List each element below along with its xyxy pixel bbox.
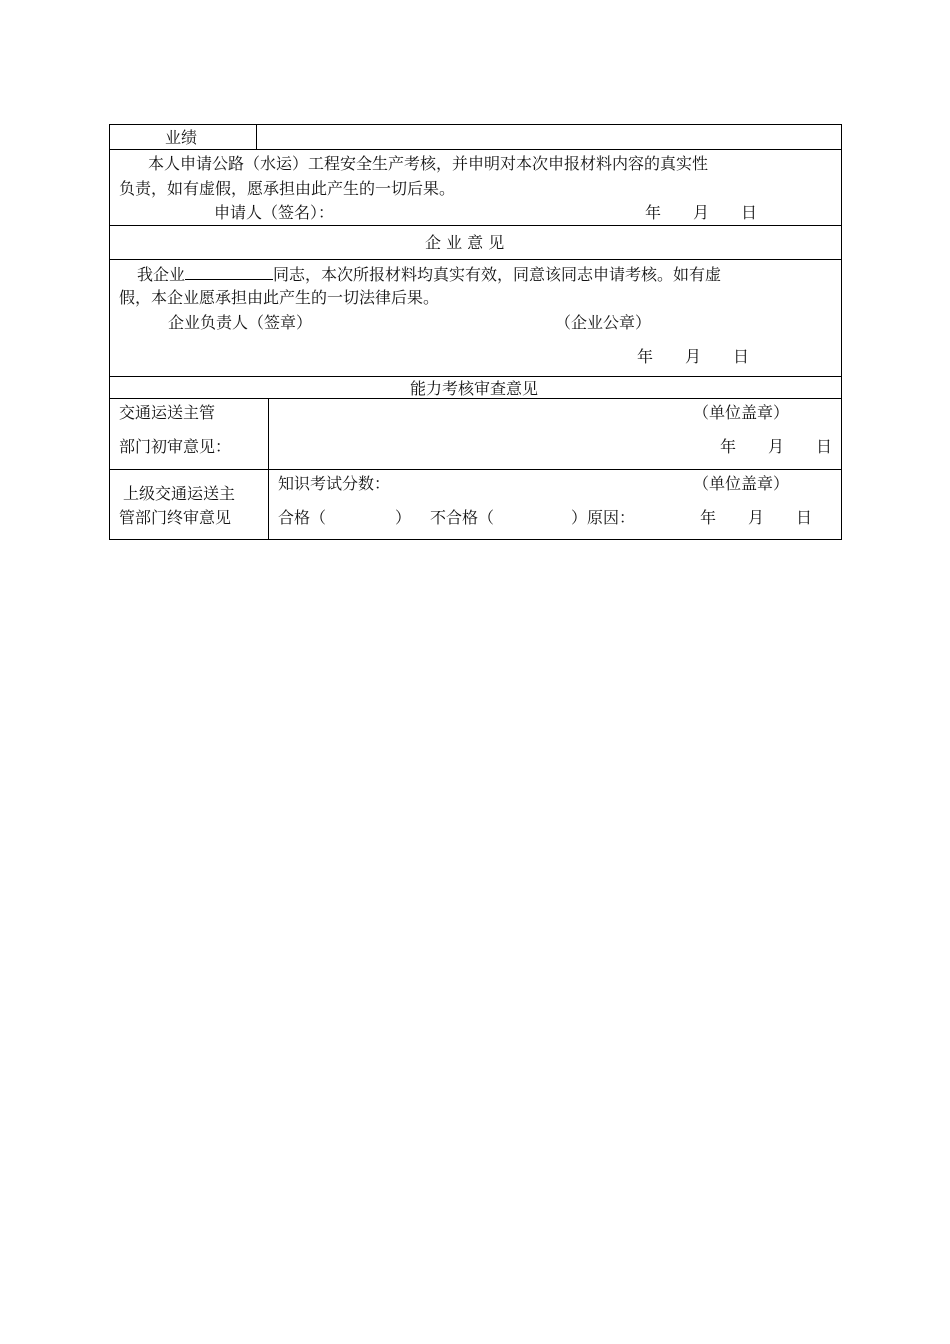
- review-section-title: 能力考核审查意见: [410, 379, 539, 398]
- fail-label: 不合格（: [430, 508, 495, 527]
- initial-review-seal: （单位盖章）: [693, 403, 790, 422]
- initial-review-day: 日: [816, 437, 833, 456]
- declaration-line-2: 负责，如有虚假，愿承担由此产生的一切后果。: [119, 179, 456, 198]
- initial-review-label-1: 交通运送主管: [119, 403, 216, 422]
- final-review-month: 月: [748, 508, 765, 527]
- declaration-day: 日: [741, 203, 758, 222]
- enterprise-seal-label: （企业公章）: [555, 313, 652, 332]
- final-review-day: 日: [796, 508, 813, 527]
- row-divider: [109, 376, 842, 377]
- exam-score-label: 知识考试分数：: [278, 474, 391, 493]
- initial-review-label-2: 部门初审意见：: [119, 437, 232, 456]
- pass-close: ）: [395, 508, 412, 527]
- comrade-name-blank[interactable]: [185, 263, 273, 280]
- enterprise-line-1-suffix: 同志，本次所报材料均真实有效，同意该同志申请考核。如有虚: [273, 265, 722, 284]
- enterprise-day: 日: [733, 347, 750, 366]
- column-divider: [268, 398, 269, 540]
- row-divider: [109, 469, 842, 470]
- reason-label: ）原因：: [571, 508, 636, 527]
- initial-review-month: 月: [768, 437, 785, 456]
- final-review-year: 年: [700, 508, 717, 527]
- final-review-label-2: 管部门终审意见: [119, 508, 232, 527]
- pass-label: 合格（: [278, 508, 327, 527]
- enterprise-line-1: [137, 263, 721, 285]
- declaration-month: 月: [693, 203, 710, 222]
- final-review-label-1: 上级交通运送主: [123, 484, 236, 503]
- enterprise-line-1-prefix: 我企业: [137, 265, 186, 284]
- declaration-year: 年: [645, 203, 662, 222]
- performance-label: 业绩: [165, 128, 198, 147]
- initial-review-year: 年: [720, 437, 737, 456]
- column-divider: [256, 124, 257, 149]
- row-divider: [109, 259, 842, 260]
- enterprise-line-2: 假，本企业愿承担由此产生的一切法律后果。: [119, 288, 440, 307]
- enterprise-year: 年: [637, 347, 654, 366]
- enterprise-leader-label: 企业负责人（签章）: [168, 313, 313, 332]
- enterprise-section-title: 企 业 意 见: [425, 233, 505, 252]
- row-divider: [109, 149, 842, 150]
- applicant-signature-label: 申请人（签名）：: [214, 203, 335, 222]
- final-review-seal: （单位盖章）: [693, 474, 790, 493]
- declaration-line-1: 本人申请公路（水运）工程安全生产考核，并申明对本次申报材料内容的真实性: [148, 154, 709, 173]
- row-divider: [109, 225, 842, 226]
- enterprise-month: 月: [685, 347, 702, 366]
